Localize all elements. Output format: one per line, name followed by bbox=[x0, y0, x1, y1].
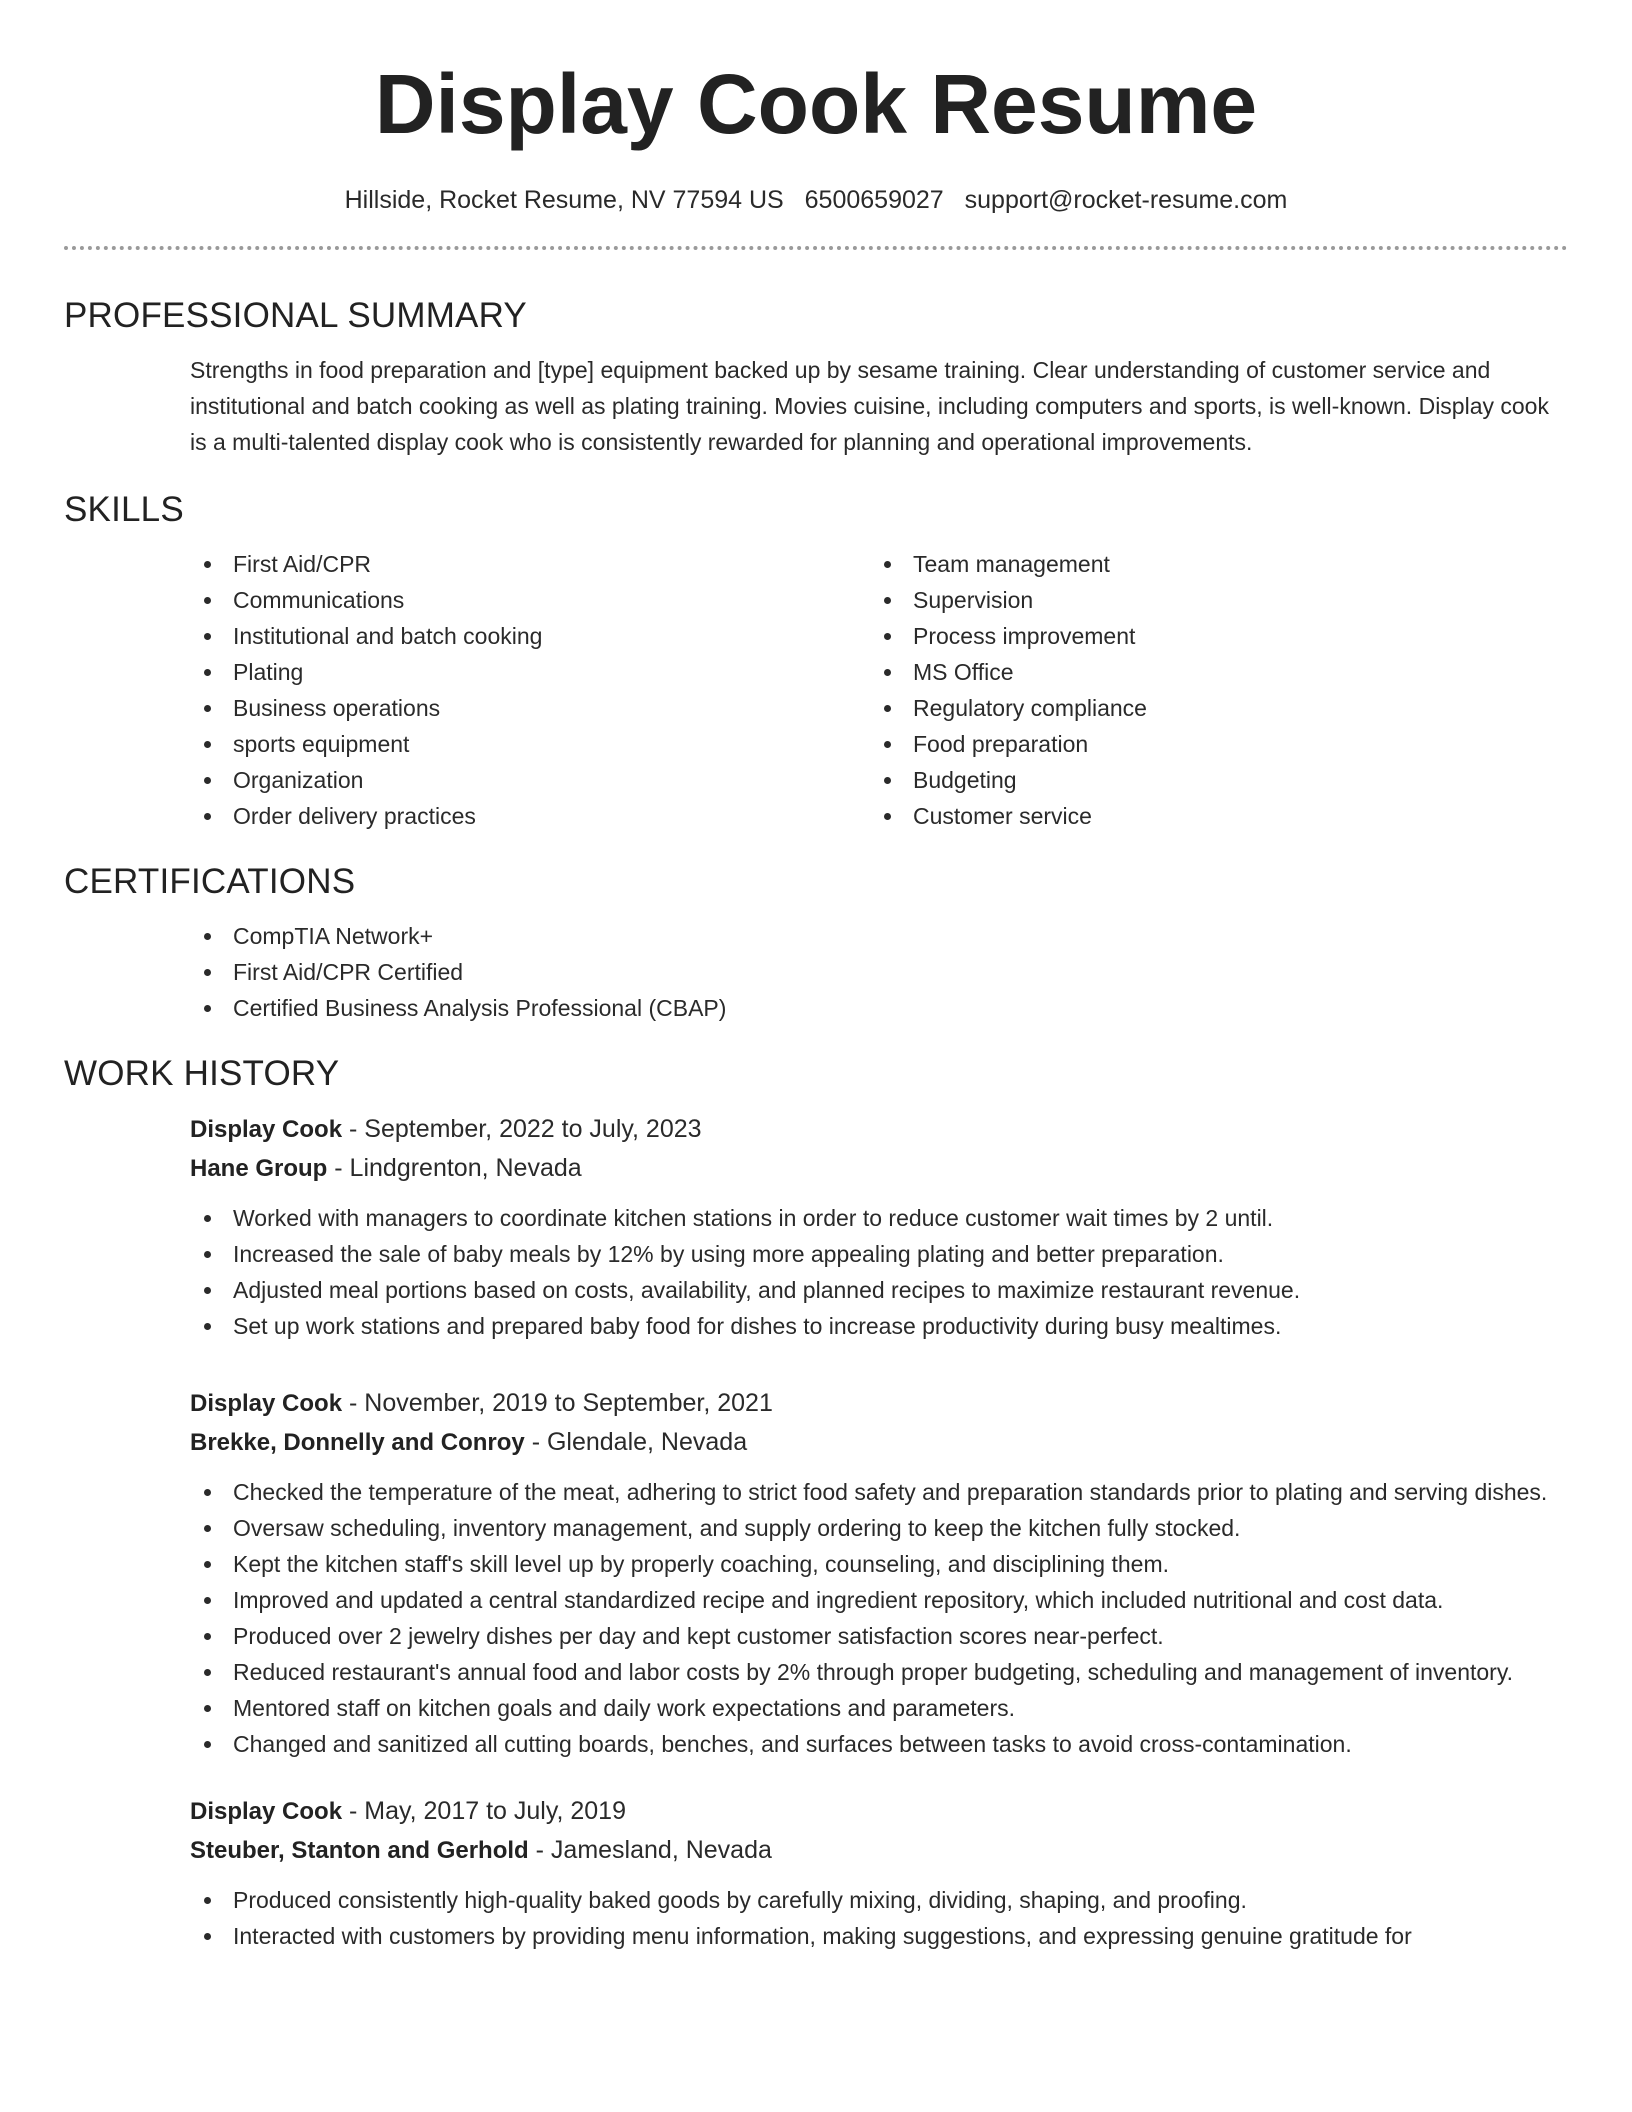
job-entry bbox=[190, 1110, 1568, 1344]
resume-page bbox=[64, 0, 1568, 1980]
contact-address: Hillside, Rocket Resume, NV 77594 US bbox=[344, 186, 784, 214]
job-company: Steuber, Stanton and Gerhold bbox=[190, 1837, 529, 1864]
skills-heading: SKILLS bbox=[64, 490, 184, 529]
skill-item: First Aid/CPR bbox=[190, 546, 870, 582]
job-bullet: Produced consistently high-quality baked goods by carefully mixing, dividing, shaping, and proofing. bbox=[190, 1882, 1570, 1918]
skill-item: Organization bbox=[190, 762, 870, 798]
skill-item: Order delivery practices bbox=[190, 798, 870, 834]
skill-item: Budgeting bbox=[870, 762, 1550, 798]
job-entry bbox=[190, 1384, 1568, 1762]
job-bullet: Adjusted meal portions based on costs, availability, and planned recipes to maximize restaurant revenue. bbox=[190, 1272, 1570, 1308]
certifications-section bbox=[64, 860, 1568, 1026]
job-company-line bbox=[190, 1831, 1568, 1870]
skill-item: Business operations bbox=[190, 690, 870, 726]
job-location: - Glendale, Nevada bbox=[524, 1428, 748, 1456]
job-bullet: Changed and sanitized all cutting boards, benches, and surfaces between tasks to avoid cross-contamination. bbox=[190, 1726, 1570, 1762]
job-bullet: Mentored staff on kitchen goals and daily work expectations and parameters. bbox=[190, 1690, 1570, 1726]
work-history-heading: WORK HISTORY bbox=[64, 1054, 340, 1093]
contact-line bbox=[64, 184, 1568, 216]
certification-item: Certified Business Analysis Professional (CBAP) bbox=[190, 990, 1568, 1026]
job-dates: - November, 2019 to September, 2021 bbox=[342, 1389, 773, 1417]
job-company: Hane Group bbox=[190, 1155, 328, 1182]
job-bullet: Kept the kitchen staff's skill level up by properly coaching, counseling, and disciplining them. bbox=[190, 1546, 1570, 1582]
skills-list-left bbox=[190, 546, 870, 834]
job-dates: - September, 2022 to July, 2023 bbox=[342, 1115, 702, 1143]
job-title-line bbox=[190, 1110, 1568, 1149]
job-company-line bbox=[190, 1423, 1568, 1462]
job-location: - Jamesland, Nevada bbox=[528, 1836, 772, 1864]
summary-heading: PROFESSIONAL SUMMARY bbox=[64, 296, 527, 335]
contact-email: support@rocket-resume.com bbox=[964, 186, 1288, 214]
job-bullets bbox=[190, 1882, 1570, 1954]
skill-item: Process improvement bbox=[870, 618, 1550, 654]
job-bullet: Improved and updated a central standardized recipe and ingredient repository, which included nutritional and cost data. bbox=[190, 1582, 1570, 1618]
work-history-section bbox=[64, 1052, 1568, 1954]
skill-item: MS Office bbox=[870, 654, 1550, 690]
job-dates: - May, 2017 to July, 2019 bbox=[342, 1797, 626, 1825]
job-title-line bbox=[190, 1384, 1568, 1423]
certification-item: CompTIA Network+ bbox=[190, 918, 1568, 954]
job-bullet: Reduced restaurant's annual food and labor costs by 2% through proper budgeting, scheduling and management of inventory. bbox=[190, 1654, 1570, 1690]
job-bullet: Worked with managers to coordinate kitchen stations in order to reduce customer wait times by 2 until. bbox=[190, 1200, 1570, 1236]
job-location: - Lindgrenton, Nevada bbox=[327, 1154, 582, 1182]
job-role: Display Cook bbox=[190, 1116, 343, 1143]
certifications-heading: CERTIFICATIONS bbox=[64, 862, 356, 901]
job-bullet: Increased the sale of baby meals by 12% by using more appealing plating and better preparation. bbox=[190, 1236, 1570, 1272]
job-company: Brekke, Donnelly and Conroy bbox=[190, 1429, 525, 1456]
skills-list-right bbox=[870, 546, 1550, 834]
job-bullet: Interacted with customers by providing menu information, making suggestions, and expressing genuine gratitude for bbox=[190, 1918, 1570, 1954]
certifications-list bbox=[190, 918, 1568, 1026]
skill-item: Customer service bbox=[870, 798, 1550, 834]
certification-item: First Aid/CPR Certified bbox=[190, 954, 1568, 990]
skills-section bbox=[64, 488, 1568, 834]
job-bullets bbox=[190, 1474, 1570, 1762]
job-bullets bbox=[190, 1200, 1570, 1344]
job-bullet: Set up work stations and prepared baby food for dishes to increase productivity during busy mealtimes. bbox=[190, 1308, 1570, 1344]
skill-item: Regulatory compliance bbox=[870, 690, 1550, 726]
skill-item: Team management bbox=[870, 546, 1550, 582]
skill-item: Plating bbox=[190, 654, 870, 690]
summary-text: Strengths in food preparation and [type] equipment backed up by sesame training. Clear understanding of customer service and institutional and batch cooking as well as plating training. Movies cuisine, including computers and sports, is well-known. Display cook is a multi-talented display cook who is consistently rewarded for planning and operational improvements. bbox=[190, 357, 1549, 455]
job-bullet: Oversaw scheduling, inventory management, and supply ordering to keep the kitchen fully stocked. bbox=[190, 1510, 1570, 1546]
summary-section bbox=[64, 294, 1568, 460]
job-company-line bbox=[190, 1149, 1568, 1188]
job-bullet: Checked the temperature of the meat, adhering to strict food safety and preparation standards prior to plating and serving dishes. bbox=[190, 1474, 1570, 1510]
skill-item: Food preparation bbox=[870, 726, 1550, 762]
job-entry bbox=[190, 1792, 1568, 1954]
job-bullet: Produced over 2 jewelry dishes per day and kept customer satisfaction scores near-perfect. bbox=[190, 1618, 1570, 1654]
skill-item: Institutional and batch cooking bbox=[190, 618, 870, 654]
skill-item: Supervision bbox=[870, 582, 1550, 618]
job-role: Display Cook bbox=[190, 1390, 343, 1417]
header-divider bbox=[64, 246, 1568, 250]
skill-item: sports equipment bbox=[190, 726, 870, 762]
resume-title: Display Cook Resume bbox=[374, 57, 1258, 151]
skill-item: Communications bbox=[190, 582, 870, 618]
contact-phone: 6500659027 bbox=[804, 186, 944, 214]
job-title-line bbox=[190, 1792, 1568, 1831]
job-role: Display Cook bbox=[190, 1798, 343, 1825]
